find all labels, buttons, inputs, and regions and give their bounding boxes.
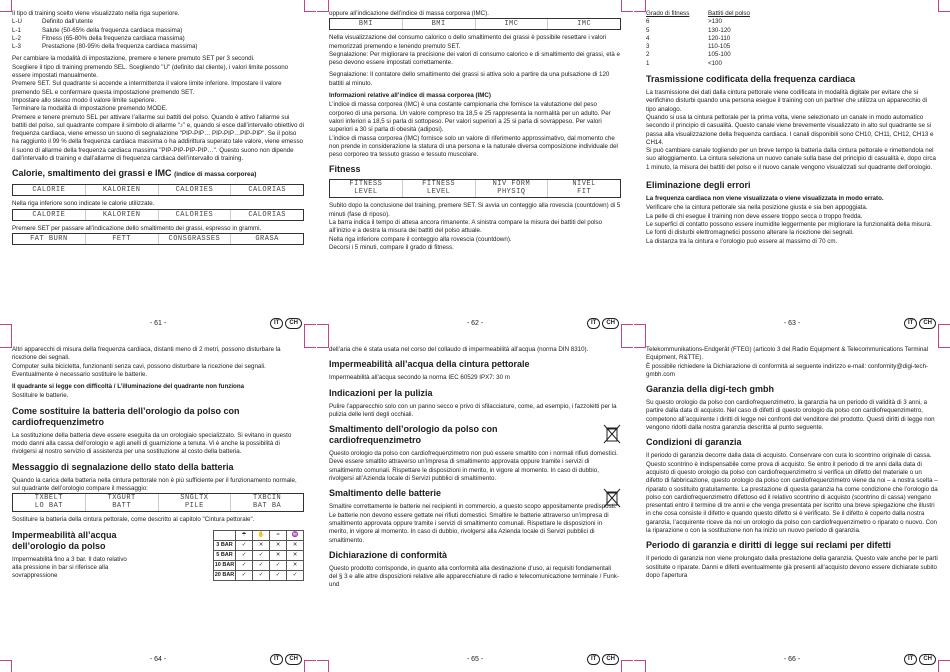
bold-subheading: La frequenza cardiaca non viene visualizzata o viene visualizzata in modo errato.	[646, 195, 884, 203]
paragraph: Telekommunikations-Endgerät (FTEG) (articolo 3 del Radio Equipment & Telecommunications Terminal Equipment, R&TTE).	[646, 346, 929, 362]
paragraph: Si può cambiare canale togliendo per un breve tempo la batteria dalla cintura pettorale e rimettendola nel suo alloggiamento. La cintura seleziona un nuovo canale sulla base del principio di casualità e, dopo circa 1 minuto, la misura dei battiti del polso e il nuovo canale vengono visualizzati sul quadrante dell’orologio.	[646, 147, 936, 171]
paragraph: L’indice di massa corporea (IMC) fornisce solo un valore di riferimento approssimativo, dal momento che non prende in considerazione la statura di una persona e la naturale diversa composizione individuale del peso corporeo tra tessuto grasso e tessuto muscolare.	[329, 134, 618, 159]
paragraph: dell’aria che è stata usata nel corso del collaudo di impermeabilità all’acqua (norma DIN 8310).	[329, 346, 589, 353]
country-badge: IT	[587, 318, 600, 329]
list-item: L-U Definito dall’utente	[12, 18, 93, 26]
section-heading: Messaggio di segnalazione dello stato della batteria	[12, 461, 234, 472]
battery-disposal-section	[329, 488, 621, 544]
section-heading: Impermeabilità all’acqua della cintura pettorale	[329, 359, 530, 370]
paragraph: Nella visualizzazione del consumo calorico o dello smaltimento dei grassi è possibile resettare i valori memorizzati premendo e tenendo premuto SET.	[329, 34, 607, 50]
section-heading: Condizioni di garanzia	[646, 437, 742, 448]
section-heading: Smaltimento dell’orologio da polso con cardiofrequenzimetro	[329, 424, 498, 446]
bold-subheading: Il quadrante si legge con difficoltà / L’illuminazione del quadrante non funziona	[12, 383, 245, 391]
paragraph: Verificare che la cintura pettorale sia nella posizione giusta e sia ben appoggiata.	[646, 204, 868, 212]
page-61	[0, 0, 316, 336]
section-heading: Trasmissione codificata della frequenza cardiaca	[646, 74, 856, 85]
paragraph: Altri apparecchi di misura della frequenza cardiaca, distanti meno di 2 metri, possono disturbare la ricezione dei segnali.	[12, 346, 281, 362]
paragraph: La pelle di chi esegue il training non deve essere troppo secca o troppo fredda.	[646, 212, 863, 220]
country-badge: IT	[270, 654, 283, 665]
training-levels-list	[12, 18, 304, 51]
table-row: 10 BAR ✓ ✓ ✓ ✕	[214, 560, 304, 570]
page-63	[634, 0, 950, 336]
section-heading: Periodo di garanzia e diritti di legge sui reclami per difetti	[646, 540, 892, 551]
page-66	[634, 336, 950, 672]
paragraph: Subito dopo la conclusione del training, premere SET. Si avvia un conteggio alla rovescia (countdown) di 5 minuti (fase di riposo).	[329, 202, 621, 218]
paragraph: La trasmissione dei dati dalla cintura pettorale viene codificata in modalità digitale per evitare che si verifichino disturbi quando una persona esegue il training con un partner che utilizza un apparecchio di tipo analogo.	[646, 89, 928, 113]
paragraph: Smaltire correttamente le batterie nei recipienti in commercio, a questo scopo appositamente predisposti. Le batterie non devono essere gettate nei rifiuti domestici. Smaltire le batterie attraverso un’impresa di smaltimento approvata oppure tramite i servizi di smaltimento comunali. Rispettare le disposizioni in merito, in vigore al momento. In caso di dubbio, rivolgersi alla Azienda locale di Servizi pubblici di smaltimento.	[329, 503, 617, 544]
section-heading: Come sostituire la batteria dell’orologio da polso con cardiofrequenzimetro	[12, 405, 240, 427]
table-row: 3 BAR ✓ ✕ ✕ ✕	[214, 540, 304, 550]
paragraph: Per cambiare la modalità di impostazione, premere e tenere premuto SET per 3 secondi.	[12, 55, 255, 63]
activity-icon: ☂	[236, 530, 253, 540]
paragraph: Questo orologio da polso con cardiofrequenzimetro non può essere smaltito con i normali rifiuti domestici. Deve essere smaltito attraverso un’impresa di smaltimento approvata oppure tramite i servizi di smaltimento comunali. Rispettare le disposizioni in merito, in vigore al momento. In caso di dubbio, rivolgersi all’Azienda locale di Servizi pubblici di smaltimento.	[329, 450, 618, 483]
lcd-display: TXBELT LO BAT TXGURT BATT SNGLTX PILE TXBCIN BAT BA	[12, 493, 304, 512]
paragraph: Scegliere il tipo di training premendo SEL. Scegliendo "U" (definito dal cliente), i valori limite possono essere impostati manualmente.	[12, 63, 289, 80]
paragraph: Premere e tenere premuto SEL per attivare l’allarme sui battiti del polso. Quando è attivo l’allarme sui battiti del polso, sul quadrante compare il simbolo di allarme “♪” e, quando si esce dall’intervallo obiettivo di frequenza cardiaca, viene emesso un suono di segnalazione "PIP-PIP… PIP-PIP…PIP-PIP". Se il polso ha raggiunto il 99 % della frequenza cardiaca massima o ha addirittura superato tale valore, viene emesso il suono di allarme della frequenza cardiaca massima "PIP-PIP-PIP-PIP…". Questo suono non dipende dall’intervallo di training e dall’allarme di frequenza cardiaca dell’intervallo di training.	[12, 113, 304, 163]
country-badge: IT	[904, 318, 917, 329]
paragraph: Quando si usa la cintura pettorale per la prima volta, viene selezionato un canale in modo automatico secondo il principio di casualità. Questo canale viene brevemente visualizzato in alto sul quadrante se si passa alla visualizzazione della frequenza cardiaca. I canali disponibili sono CH10, CH11, CH12, CH13 e CH14.	[646, 113, 934, 146]
list-item: L-1 Salute (50-65% della frequenza cardiaca massima)	[12, 26, 183, 34]
page-number: - 62 -	[466, 320, 484, 327]
paragraph: Computer sulla bicicletta, funzionanti senza cavi, possono disturbare la ricezione dei segnali.	[12, 362, 266, 370]
water-resistance-section	[12, 530, 304, 581]
section-heading: Smaltimento delle batterie	[329, 488, 442, 499]
table-row: 2 105-100	[646, 51, 731, 59]
page-number: - 61 -	[149, 320, 167, 327]
country-badge: IT	[270, 318, 283, 329]
swim-icon: ≈	[270, 530, 287, 540]
page-footer	[0, 318, 316, 330]
paragraph: Le fonti di disturbi elettromagnetici possono alterare la ricezione dei segnali.	[646, 229, 854, 237]
section-heading: Dichiarazione di conformità	[329, 549, 448, 560]
table-row: 3 110-105	[646, 43, 731, 51]
table-row: 5 BAR ✓ ✓ ✕ ✕	[214, 550, 304, 560]
paragraph: Impermeabilità all’acqua secondo la norma IEC 60529 IPX7: 30 m	[329, 374, 510, 382]
table-row: 1 <100	[646, 59, 722, 67]
lcd-display: CALORIE KALORIEN CALORIES CALORIAS	[12, 209, 304, 221]
water-resistance-table	[213, 530, 304, 581]
page-64	[0, 336, 316, 672]
bold-subheading: Informazioni relative all’indice di massa corporea (IMC)	[329, 92, 491, 100]
crossed-bin-icon	[603, 424, 621, 444]
paragraph: Nella riga inferiore compare il conteggio alla rovescia (countdown).	[329, 235, 512, 243]
paragraph: Sostituire le batterie.	[12, 392, 69, 400]
country-badge: CH	[919, 654, 936, 665]
paragraph: Quando la carica della batteria nella cintura pettorale non è più sufficiente per il funzionamento normale, sul quadrante dell’orologio compare il messaggio:	[12, 476, 297, 492]
paragraph: Eventualmente è necessario sostituire le batterie.	[12, 370, 148, 378]
paragraph: L’indice di massa corporea (IMC) è una costante campionaria che fornisce la valutazione del peso corporeo di una persona. Un valore compreso tra 18,5 e 25 rappresenta la normalità per un adulto. Per valori inferiori a 18,5 si parla di sottopeso. Per valori superiori a 25 si parla di sovrappeso. Per valori superiori a 30 si parla di obesità (adiposi).	[329, 101, 611, 134]
section-heading: Indicazioni per la pulizia	[329, 387, 433, 398]
fitness-grade-table	[646, 10, 938, 68]
paragraph: Nella riga inferiore sono indicate le calorie utilizzate.	[12, 200, 155, 208]
lcd-display: FITNESS LEVEL FITNESS LEVEL NIV FORM PHYSIQ NIVEL FIT	[329, 179, 621, 198]
page-footer	[634, 318, 950, 330]
country-badge: CH	[602, 654, 619, 665]
intro-text: oppure all’indicazione dell’indice di massa corporea (IMC).	[329, 10, 489, 17]
page-number: - 65 -	[466, 656, 484, 663]
paragraph: Impostare allo stesso modo il valore limite superiore.	[12, 96, 157, 104]
list-item: L-2 Fitness (65-80% della frequenza cardiaca massima)	[12, 34, 185, 42]
paragraph: Segnalazione: Per migliorare la precisione dei valori di consumo calorico e di smaltimento dei grassi, età e peso devono essere impostati correttamente.	[329, 50, 620, 67]
paragraph: Impermeabilità fino a 3 bar. Il dato relativo alla pressione in bar si riferisce alla sovrappressione	[12, 555, 127, 580]
table-row: 20 BAR ✓ ✓ ✓ ✓	[214, 570, 304, 580]
page-number: - 64 -	[149, 656, 167, 663]
paragraph: Il periodo di garanzia non viene prolungato dalla prestazione della garanzia. Questo vale anche per le parti sostituite o riparate. Danni e difetti eventualmente già presenti all’acquisto devono essere dichiarate subito dopo l’apertura	[646, 555, 938, 579]
table-header: Grado di fitness Battiti del polso	[646, 10, 750, 17]
paragraph: Questo prodotto corrisponde, in quanto alla conformità alla destinazione d’uso, ai requisiti fondamentali del § 3 e alle altre disposizioni relative alle apparecchiature di radio e telecomunicazione terminale / Funk- und	[329, 564, 619, 589]
section-heading: Garanzia della digi-tech gmbh	[646, 384, 775, 395]
paragraph: Le superfici di contatto possono essere inumidite leggermente per migliorare la funzionalità della misura.	[646, 220, 932, 228]
section-heading: Fitness	[329, 164, 361, 175]
page-62	[317, 0, 633, 336]
intro-text: Il tipo di training scelto viene visualizzato nella riga superiore.	[12, 10, 180, 17]
country-badge: CH	[602, 318, 619, 329]
country-badge: CH	[919, 318, 936, 329]
paragraph: Terminare la modalità di impostazione premendo MODE.	[12, 105, 168, 113]
paragraph: Decorsi i 5 minuti, compare il grado di fitness.	[329, 243, 454, 251]
list-item: L-3 Prestazione (80-95% della frequenza cardiaca massima)	[12, 43, 198, 51]
paragraph: La barra indica il tempo di attesa ancora rimanente. A sinistra compare la misura dei battiti del polso all’inizio e a destra la misura dei battiti del polso attuale.	[329, 219, 603, 235]
paragraph: Il periodo di garanzia decorre dalla data di acquisto. Conservare con cura lo scontrino originale di cassa. Questo scontrino è indispensabile come prova di acquisto. Se entro il periodo di tre anni dalla data di acquisto di questo orologio da polso con cardiofrequenzimetro si verifica un difetto del materiale o un difetto di fabbricazione, questo orologio da polso con cardiofrequenzimetro viene da noi – a nostra scelta – riparato o sostituito gratuitamente. La prestazione di questa garanzia ha come condizione che l’orologio da polso con cardiofrequenzimetro difettoso ed il relativo scontrino di acquisto (scontrino di cassa) vengano presentati entro il termine di tre anni e che venga presentata per iscritto una breve spiegazione che illustri in che cosa consiste il difetto e quando questo difetto si è verificato. Se il difetto è coperto dalla nostra garanzia, l’acquirente riceve da noi un orologio da polso con cardiofrequenzimetro o riparato o nuovo. Con la riparazione o con la sostituzione non ha inizio un nuovo periodo di garanzia.	[646, 452, 938, 535]
dive-icon: ♒	[287, 530, 304, 540]
paragraph: La distanza tra la cintura e l’orologio può essere al massimo di 70 cm.	[646, 237, 838, 245]
page-footer	[634, 654, 950, 666]
paragraph: Sostituire la batteria della cintura pettorale, come descritto al capitolo "Cintura pettorale".	[12, 516, 255, 524]
table-row: 5 130-120	[646, 26, 731, 34]
country-badge: CH	[285, 318, 302, 329]
paragraph: Premere SET. Sul quadrante si accende a intermittenza il valore limite inferiore. Impostare il valore premendo SEL e confermare questa impostazione premendo SET.	[12, 80, 282, 96]
section-heading: Impermeabilità all’acqua dell’orologio da polso	[12, 529, 117, 551]
table-row: 4 120-110	[646, 34, 731, 42]
page-65	[317, 336, 633, 672]
page-number: - 66 -	[783, 656, 801, 663]
lcd-display: BMI BMI IMC IMC	[329, 18, 621, 30]
country-badge: IT	[904, 654, 917, 665]
crossed-bin-icon	[603, 488, 621, 508]
lcd-display: CALORIE KALORIEN CALORIES CALORIAS	[12, 184, 304, 196]
section-heading: Calorie, smaltimento dei grassi e IMC (indice di massa corporea)	[12, 168, 257, 179]
table-row: 6 >130	[646, 18, 722, 26]
country-badge: IT	[587, 654, 600, 665]
paragraph: Pulire l’apparecchio solo con un panno secco e privo di sfilacciature, come, ad esempio, i fazzoletti per la pulizia delle lenti degli occhiali.	[329, 402, 617, 418]
page-footer	[0, 654, 316, 666]
paragraph: Premere SET per passare all’indicazione dello smaltimento dei grassi, espresso in grammi.	[12, 224, 262, 232]
paragraph: Segnalazione: Il contatore dello smaltimento dei grassi si attiva solo a partire da una pulsazione di 120 battiti al minuto.	[329, 71, 610, 87]
paragraph: È possibile richiedere la Dichiarazione di conformità al seguente indirizzo e-mail: conformity@digi-tech-gmbh.com	[646, 362, 929, 378]
page-number: - 63 -	[783, 320, 801, 327]
hand-wash-icon: ✋	[253, 530, 270, 540]
lcd-display: FAT BURN FETT CONSGRASSES GRASA	[12, 233, 304, 245]
country-badge: CH	[285, 654, 302, 665]
paragraph: Su questo orologio da polso con cardiofrequenzimetro, la garanzia ha un periodo di validità di 3 anni, a partire dalla data di acquisto. Nel caso di difetti di questo orologio da polso con cardiofrequenzimetro, competono all’acquirente i diritti di legge nei confronti del venditore del prodotto. Questi diritti di legge non vengono ridotti dalla nostra garanzia descritta al punto seguente.	[646, 399, 935, 432]
page-footer	[317, 654, 633, 666]
disposal-section	[329, 424, 621, 483]
section-heading: Eliminazione degli errori	[646, 180, 751, 191]
page-footer	[317, 318, 633, 330]
paragraph: La sostituzione della batteria deve essere eseguita da un orologiaio specializzato. Si evitano in questo modo danni alla cassa dell’orologio e agli anelli di guarnizione a tenuta. Vi è anche la possibilità di rivolgersi al nostro servizio di assistenza per una sostituzione al costo della batteria.	[12, 431, 292, 456]
table-row	[214, 530, 304, 540]
